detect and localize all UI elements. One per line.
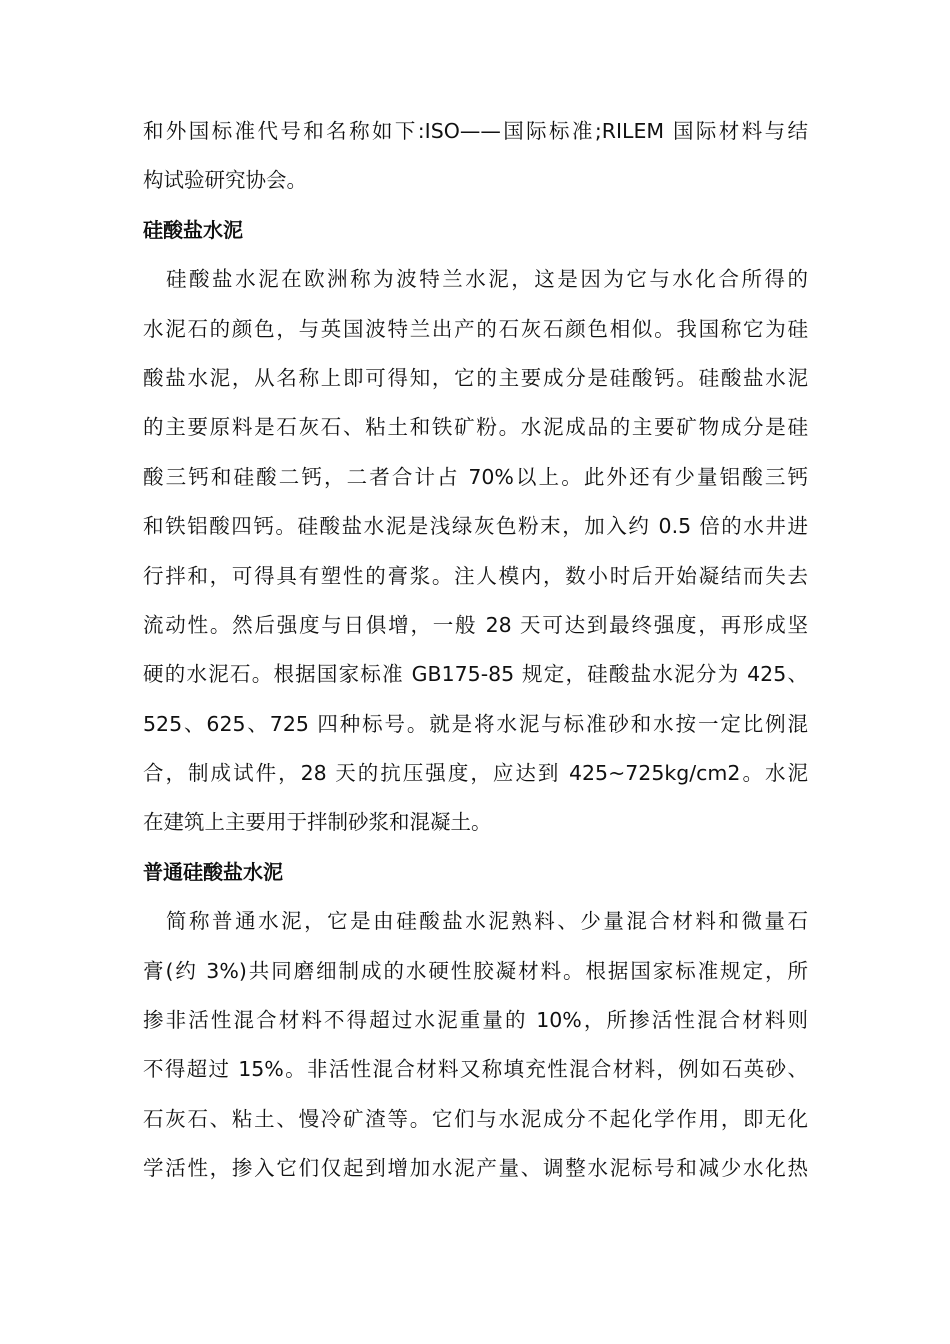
paragraph-line: 流动性。然后强度与日俱增，一般 28 天可达到最终强度，再形成坚 <box>143 612 808 637</box>
paragraph-line: 酸盐水泥，从名称上即可得知，它的主要成分是硅酸钙。硅酸盐水泥 <box>143 365 808 390</box>
intro-line-2: 构试验研究协会。 <box>143 168 307 193</box>
section-heading-ordinary-portland-cement: 普通硅酸盐水泥 <box>143 859 283 884</box>
paragraph-line: 硅酸盐水泥在欧洲称为波特兰水泥，这是因为它与水化合所得的 <box>143 267 808 292</box>
paragraph-line: 膏(约 3%)共同磨细制成的水硬性胶凝材料。根据国家标准规定，所 <box>143 958 808 983</box>
paragraph-line: 和铁铝酸四钙。硅酸盐水泥是浅绿灰色粉末，加入约 0.5 倍的水井进 <box>143 514 808 539</box>
paragraph-line: 掺非活性混合材料不得超过水泥重量的 10%，所掺活性混合材料则 <box>143 1008 808 1033</box>
paragraph-line: 不得超过 15%。非活性混合材料又称填充性混合材料，例如石英砂、 <box>143 1057 808 1082</box>
paragraph-line: 硬的水泥石。根据国家标准 GB175-85 规定，硅酸盐水泥分为 425、 <box>143 662 808 687</box>
paragraph-line: 水泥石的颜色，与英国波特兰出产的石灰石颜色相似。我国称它为硅 <box>143 316 808 341</box>
paragraph-line: 简称普通水泥，它是由硅酸盐水泥熟料、少量混合材料和微量石 <box>143 909 808 934</box>
document-page <box>143 107 808 1194</box>
intro-line-1: 和外国标准代号和名称如下:ISO——国际标准;RILEM 国际材料与结 <box>143 119 808 143</box>
paragraph-line: 525、625、725 四种标号。就是将水泥与标准砂和水按一定比例混 <box>143 711 808 736</box>
paragraph-line: 酸三钙和硅酸二钙，二者合计占 70%以上。此外还有少量铝酸三钙 <box>143 464 808 489</box>
paragraph-line: 在建筑上主要用于拌制砂浆和混凝土。 <box>143 810 492 835</box>
paragraph-line: 的主要原料是石灰石、粘土和铁矿粉。水泥成品的主要矿物成分是硅 <box>143 415 808 440</box>
paragraph-line: 合，制成试件，28 天的抗压强度，应达到 425~725kg/cm2。水泥 <box>143 761 808 786</box>
paragraph-line: 学活性，掺入它们仅起到增加水泥产量、调整水泥标号和减少水化热 <box>143 1156 808 1181</box>
section-heading-portland-cement: 硅酸盐水泥 <box>143 217 243 242</box>
paragraph-line: 行拌和，可得具有塑性的膏浆。注人模内，数小时后开始凝结而失去 <box>143 563 808 588</box>
paragraph-line: 石灰石、粘土、慢冷矿渣等。它们与水泥成分不起化学作用，即无化 <box>143 1106 808 1131</box>
